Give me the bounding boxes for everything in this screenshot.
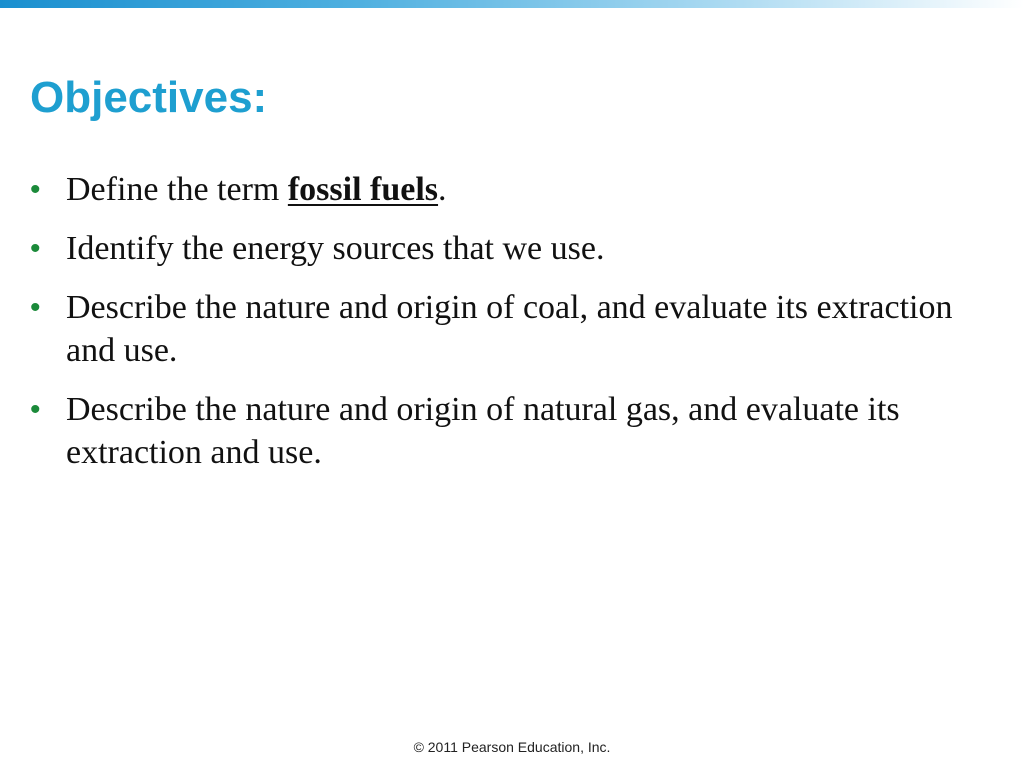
objective-item-2: [30, 227, 990, 270]
bullet-dot-icon: •: [30, 173, 41, 206]
bullet-dot-icon: •: [30, 393, 41, 426]
objective-item-1: [30, 168, 990, 211]
top-accent-band: [0, 0, 1024, 8]
objective-4-text: Describe the nature and origin of natural gas, and evaluate its extraction and use.: [66, 391, 900, 471]
objective-1-suffix: .: [438, 171, 447, 208]
copyright-footer: © 2011 Pearson Education, Inc.: [413, 739, 611, 755]
objective-2-text: Identify the energy sources that we use.: [66, 230, 605, 267]
key-term-fossil-fuels: fossil fuels: [287, 171, 439, 208]
bullet-dot-icon: •: [30, 291, 41, 324]
objectives-list: [30, 168, 990, 490]
objective-1-prefix: Define the term: [66, 171, 288, 208]
slide-title: Objectives:: [30, 73, 268, 122]
objective-item-3: [30, 286, 990, 372]
objective-3-text: Describe the nature and origin of coal, and evaluate its extraction and use.: [66, 289, 953, 369]
bullet-dot-icon: •: [30, 232, 41, 265]
objective-item-4: [30, 388, 990, 474]
